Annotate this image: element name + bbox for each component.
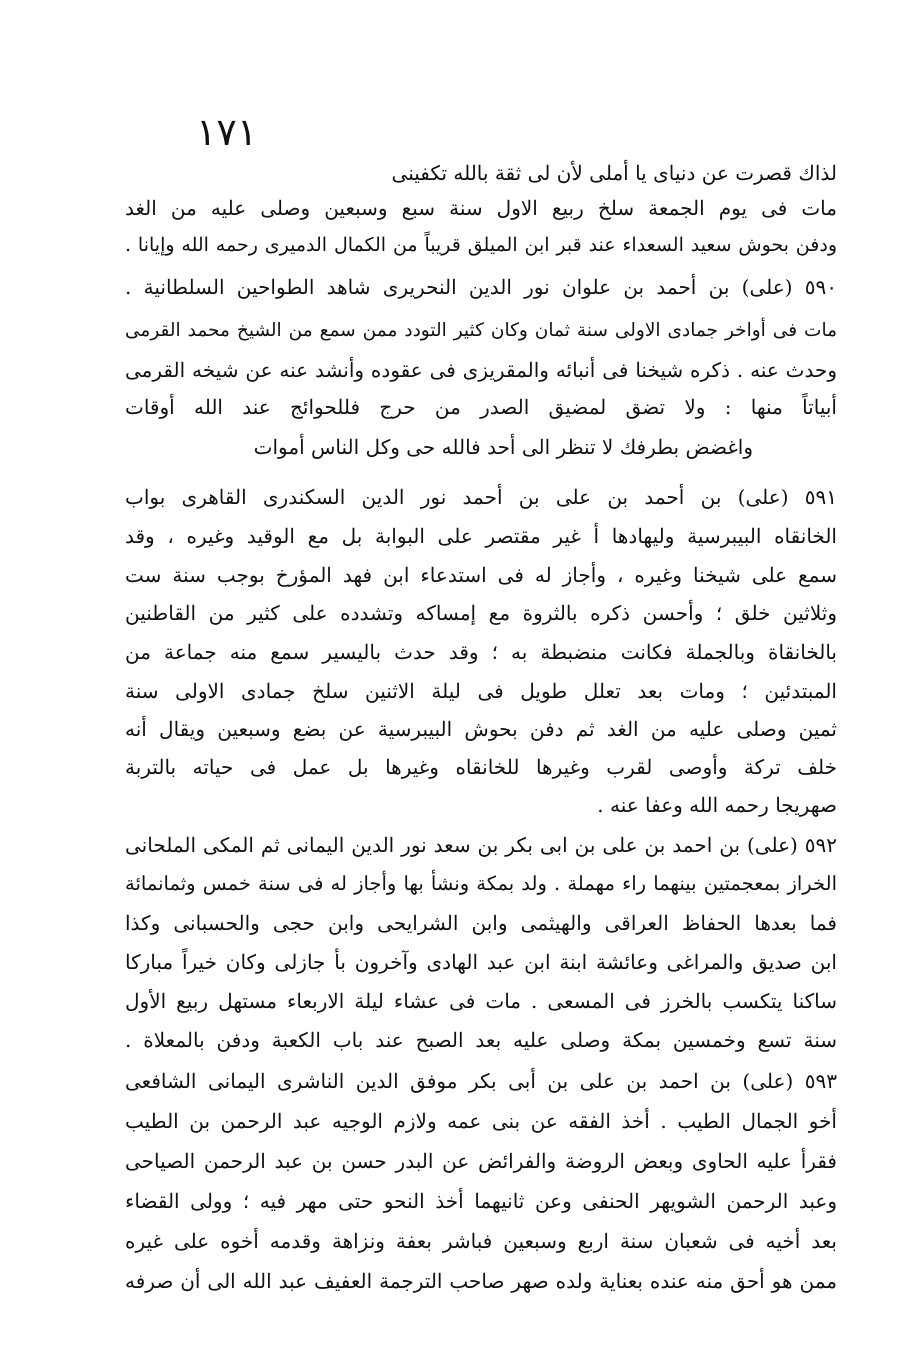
text-line: الخانقاه البيبرسية وليهادها أ غير مقتصر على البوابة بل مع الوقيد وغيره ، وقد <box>125 524 837 548</box>
text-line: مات فى أواخر جمادى الاولى سنة ثمان وكان كثير التودد ممن سمع من الشيخ محمد القرمى <box>125 320 837 341</box>
text-line: سمع على شيخنا وغيره ، وأجاز له فى استدعاء ابن فهد المؤرخ بوجب سنة ست <box>125 563 837 587</box>
text-line: ثمين وصلى عليه من الغد ثم دفن بحوش البيبرسية عن بضع وسبعين ويقال أنه <box>125 717 837 741</box>
text-line: بالخانقاة وبالجملة فكانت منضبطة به ؛ وقد حدث باليسير سمع منه جماعة من <box>125 640 837 664</box>
verse-line: واغضض بطرفك لا تنظر الى أحد فالله حى وكل الناس أموات <box>253 435 753 459</box>
text-line: وعبد الرحمن الشويهر الحنفى وعن ثانيهما أخذ النحو حتى مهر فيه ؛ وولى القضاء <box>125 1189 837 1213</box>
text-line: سنة تسع وخمسين بمكة وصلى عليه بعد الصبح عند باب الكعبة ودفن بالمعلاة . <box>125 1028 837 1052</box>
text-line: خلف تركة وأوصى لقرب وغيرها للخانقاه وغيرها بل عمل فى حياته بالتربة <box>125 755 837 779</box>
text-line: وحدث عنه . ذكره شيخنا فى أنبائه والمقريزى فى عقوده وأنشد عنه عن شيخه القرمى <box>125 358 837 382</box>
text-line: بعد أخيه فى شعبان سنة اربع وسبعين فباشر بعفة ونزاهة وقدمه أخوه على غيره <box>125 1229 837 1253</box>
text-line: ساكنا يتكسب بالخرز فى المسعى . مات فى عشاء ليلة الاربعاء مستهل ربيع الأول <box>125 989 837 1013</box>
entry-heading-593: ٥٩٣ (على) بن احمد بن على بن أبى بكر موفق الدين الناشرى اليمانى الشافعى <box>125 1069 837 1093</box>
text-line: صهريجا رحمه الله وعفا عنه . <box>597 793 837 817</box>
text-line: وثلاثين خلق ؛ وأحسن ذكره بالثروة مع إمساكه وتشدده على كثير من القاطنين <box>125 601 837 625</box>
text-line: فقرأ عليه الحاوى وبعض الروضة والفرائض عن البدر حسن بن عبد الرحمن الصياحى <box>125 1149 837 1173</box>
text-line: ودفن بحوش سعيد السعداء عند قبر ابن الميلق قريباً من الكمال الدميرى رحمه الله وإيانا . <box>125 234 837 256</box>
page-number: ١٧١ <box>196 110 258 154</box>
entry-heading-590: ٥٩٠ (على) بن أحمد بن علوان نور الدين النحريرى شاهد الطواحين السلطانية . <box>125 275 837 299</box>
text-line: المبتدئين ؛ ومات بعد تعلل طويل فى ليلة الاثنين سلخ جمادى الاولى سنة <box>125 679 837 703</box>
text-line: ابن صديق والمراغى وعائشة ابنة ابن عبد الهادى وآخرون بأ جازلى وكان خيراً مباركا <box>125 950 837 974</box>
verse-line: لذاك قصرت عن دنياى يا أملى لأن لى ثقة بالله تكفينى <box>391 161 837 185</box>
text-line: مات فى يوم الجمعة سلخ ربيع الاول سنة سبع وسبعين وصلى عليه من الغد <box>125 196 837 220</box>
verse-intro-line: أبياتاً منها : ولا تضق لمضيق الصدر من حرج فللحوائج عند الله أوقات <box>125 395 837 419</box>
text-line: ممن هو أحق منه عنده بعناية ولده صهر صاحب الترجمة العفيف عبد الله الى أن صرفه <box>125 1269 837 1293</box>
entry-heading-591: ٥٩١ (على) بن أحمد بن على بن أحمد نور الدين السكندرى القاهرى بواب <box>125 485 837 509</box>
text-line: أخو الجمال الطيب . أخذ الفقه عن بنى عمه ولازم الوجيه عبد الرحمن بن الطيب <box>125 1109 837 1133</box>
entry-heading-592: ٥٩٢ (على) بن احمد بن على بن ابى بكر بن سعد نور الدين اليمانى ثم المكى الملحانى <box>125 833 837 857</box>
text-line: فما بعدها الحفاظ العراقى والهيثمى وابن الشرايحى وابن حجى والحسبانى وكذا <box>125 911 837 935</box>
text-line: الخراز بمعجمتين بينهما راء مهملة . ولد بمكة ونشأ بها وأجاز له فى سنة خمس وثمانمائة <box>125 872 837 895</box>
